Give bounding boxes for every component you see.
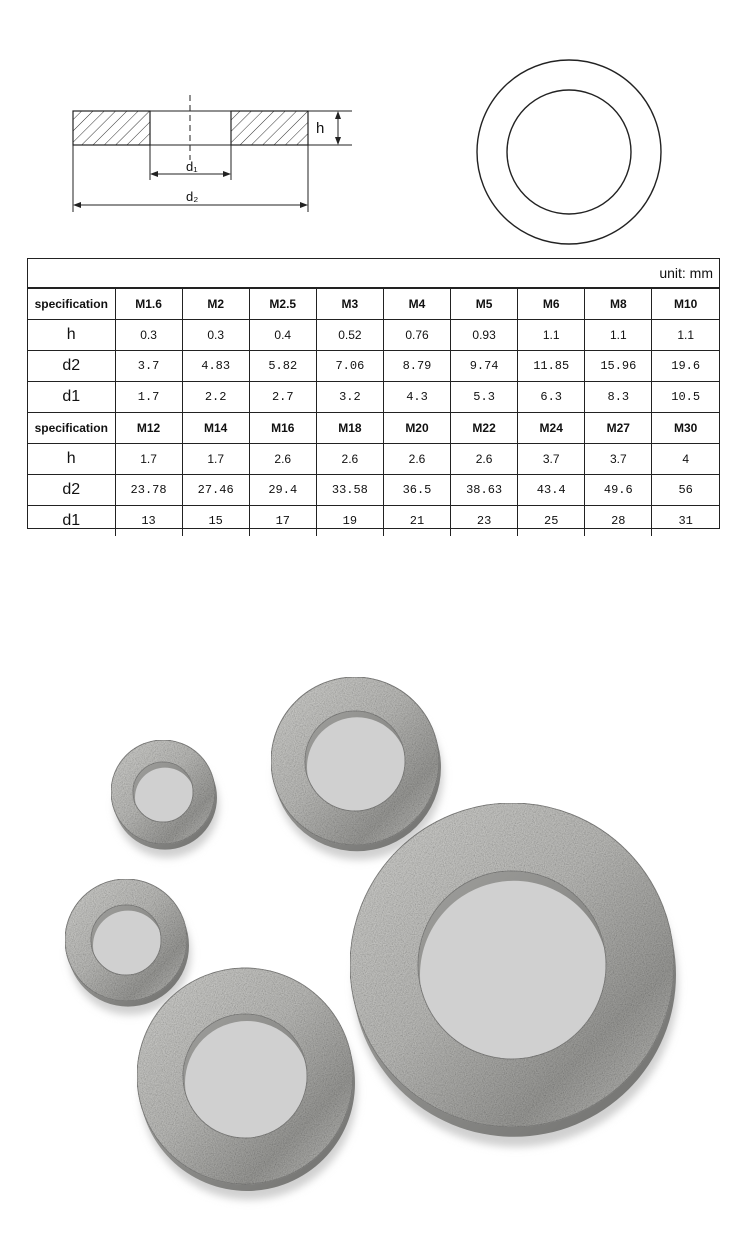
spec-row-cell: M30 bbox=[652, 413, 719, 444]
h-row-cell: 2.6 bbox=[383, 444, 450, 475]
unit-label: unit: mm bbox=[28, 259, 719, 288]
washer-photo-4 bbox=[137, 968, 357, 1200]
h-row-cell: 4 bbox=[652, 444, 719, 475]
spec-row-cell: M14 bbox=[182, 413, 249, 444]
d2-row-cell: 23.78 bbox=[115, 475, 182, 506]
d1-row-cell: 6.3 bbox=[518, 382, 585, 413]
spec-row-cell: M6 bbox=[518, 289, 585, 320]
spec-row-label: specification bbox=[28, 413, 115, 444]
h-row-cell: 0.3 bbox=[115, 320, 182, 351]
d1-row-cell: 13 bbox=[115, 506, 182, 537]
h-row-cell: 2.6 bbox=[249, 444, 316, 475]
h-row-cell: 0.76 bbox=[383, 320, 450, 351]
d1-row-cell: 15 bbox=[182, 506, 249, 537]
d1-row-cell: 23 bbox=[451, 506, 518, 537]
d2-row-cell: 29.4 bbox=[249, 475, 316, 506]
h-row-cell: 2.6 bbox=[316, 444, 383, 475]
h-row-cell: 1.1 bbox=[652, 320, 719, 351]
h-row-label: h bbox=[28, 444, 115, 475]
d2-row-cell: 5.82 bbox=[249, 351, 316, 382]
d2-row-label: d2 bbox=[28, 351, 115, 382]
d1-row bbox=[28, 506, 719, 537]
spec-row-cell: M5 bbox=[451, 289, 518, 320]
d2-row-cell: 15.96 bbox=[585, 351, 652, 382]
d2-row-cell: 19.6 bbox=[652, 351, 719, 382]
d2-row-cell: 8.79 bbox=[383, 351, 450, 382]
h-row-cell: 0.3 bbox=[182, 320, 249, 351]
d1-row-cell: 1.7 bbox=[115, 382, 182, 413]
d1-row-cell: 10.5 bbox=[652, 382, 719, 413]
d2-row-cell: 3.7 bbox=[115, 351, 182, 382]
d1-row-cell: 3.2 bbox=[316, 382, 383, 413]
h-row-cell: 1.7 bbox=[182, 444, 249, 475]
spec-row-cell: M2 bbox=[182, 289, 249, 320]
h-row-cell: 1.1 bbox=[585, 320, 652, 351]
spec-row-cell: M18 bbox=[316, 413, 383, 444]
d1-row-cell: 31 bbox=[652, 506, 719, 537]
h-row-cell: 1.1 bbox=[518, 320, 585, 351]
d1-row-label: d1 bbox=[28, 506, 115, 537]
cross-section-view bbox=[73, 95, 352, 212]
d1-row-cell: 28 bbox=[585, 506, 652, 537]
spec-row-cell: M1.6 bbox=[115, 289, 182, 320]
h-row-cell: 0.4 bbox=[249, 320, 316, 351]
spec-row-cell: M2.5 bbox=[249, 289, 316, 320]
d2-row-cell: 27.46 bbox=[182, 475, 249, 506]
d2-row-cell: 9.74 bbox=[451, 351, 518, 382]
d2-row-cell: 38.63 bbox=[451, 475, 518, 506]
h-row bbox=[28, 320, 719, 351]
top-view-washer bbox=[477, 60, 661, 244]
d2-row-cell: 11.85 bbox=[518, 351, 585, 382]
d2-row-cell: 43.4 bbox=[518, 475, 585, 506]
h-row bbox=[28, 444, 719, 475]
washer-photo-1 bbox=[111, 740, 219, 858]
spec-row-cell: M20 bbox=[383, 413, 450, 444]
spec-row-cell: M24 bbox=[518, 413, 585, 444]
d1-row-cell: 8.3 bbox=[585, 382, 652, 413]
spec-row-cell: M8 bbox=[585, 289, 652, 320]
d1-row-cell: 2.7 bbox=[249, 382, 316, 413]
d1-row-cell: 21 bbox=[383, 506, 450, 537]
washer-photo-5 bbox=[350, 803, 678, 1147]
washer-photo-2 bbox=[271, 677, 443, 860]
spec-row-cell: M10 bbox=[652, 289, 719, 320]
d1-row-cell: 19 bbox=[316, 506, 383, 537]
spec-row bbox=[28, 413, 719, 444]
d2-row-cell: 4.83 bbox=[182, 351, 249, 382]
spec-row-label: specification bbox=[28, 289, 115, 320]
h-dimension-label: h bbox=[316, 120, 325, 137]
h-row-label: h bbox=[28, 320, 115, 351]
spec-row bbox=[28, 289, 719, 320]
h-row-cell: 3.7 bbox=[585, 444, 652, 475]
h-row-cell: 3.7 bbox=[518, 444, 585, 475]
d2-row bbox=[28, 475, 719, 506]
washers-product-photo bbox=[0, 600, 750, 1239]
d2-row-cell: 33.58 bbox=[316, 475, 383, 506]
spec-row-cell: M22 bbox=[451, 413, 518, 444]
washer-photo-3 bbox=[65, 879, 191, 1015]
spec-row-cell: M4 bbox=[383, 289, 450, 320]
d2-row-cell: 56 bbox=[652, 475, 719, 506]
d1-row-cell: 25 bbox=[518, 506, 585, 537]
d1-row-cell: 5.3 bbox=[451, 382, 518, 413]
d2-row-cell: 49.6 bbox=[585, 475, 652, 506]
h-row-cell: 0.52 bbox=[316, 320, 383, 351]
d2-row-cell: 7.06 bbox=[316, 351, 383, 382]
spec-row-cell: M27 bbox=[585, 413, 652, 444]
spec-row-cell: M3 bbox=[316, 289, 383, 320]
specification-table bbox=[27, 258, 720, 529]
h-row-cell: 1.7 bbox=[115, 444, 182, 475]
d1-row-cell: 4.3 bbox=[383, 382, 450, 413]
d2-row-label: d2 bbox=[28, 475, 115, 506]
d1-row-cell: 17 bbox=[249, 506, 316, 537]
washer-drawing bbox=[0, 0, 750, 250]
d2-dimension-label: d₂ bbox=[186, 189, 199, 204]
d2-row-cell: 36.5 bbox=[383, 475, 450, 506]
d1-row-cell: 2.2 bbox=[182, 382, 249, 413]
spec-row-cell: M12 bbox=[115, 413, 182, 444]
d1-row-label: d1 bbox=[28, 382, 115, 413]
d1-row bbox=[28, 382, 719, 413]
h-row-cell: 0.93 bbox=[451, 320, 518, 351]
h-row-cell: 2.6 bbox=[451, 444, 518, 475]
specification-grid bbox=[28, 288, 719, 536]
d2-row bbox=[28, 351, 719, 382]
spec-row-cell: M16 bbox=[249, 413, 316, 444]
d1-dimension-label: d₁ bbox=[186, 159, 198, 174]
